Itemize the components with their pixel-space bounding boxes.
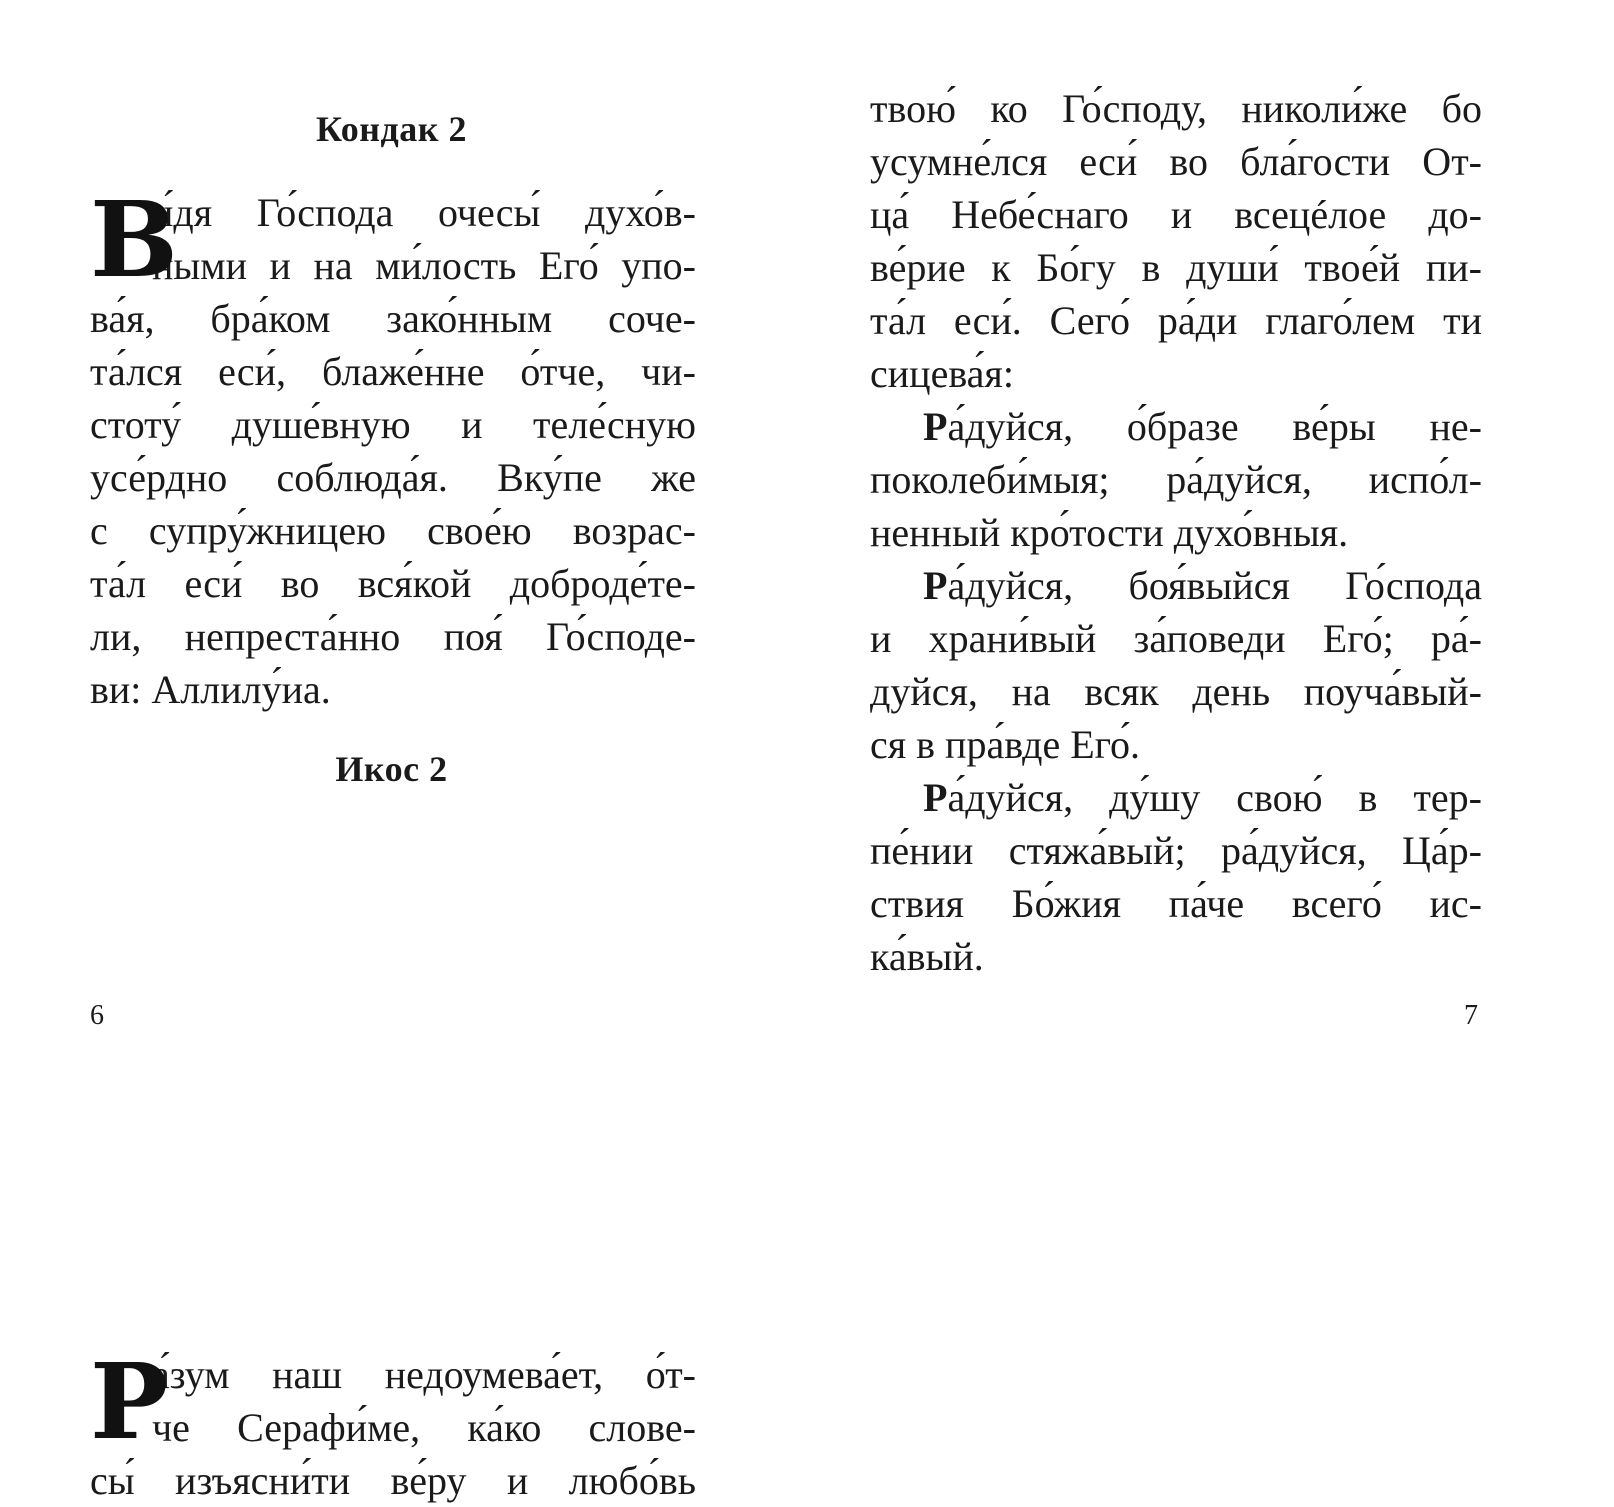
page-number-right: 7 <box>1464 1000 1478 1031</box>
kondak-text <box>90 178 696 716</box>
text-line: сицева́я: <box>870 351 1014 396</box>
text-line <box>870 559 1482 612</box>
ikos-dropcap: Р <box>90 1340 169 1463</box>
text-line: с супру́жницею свое́ю возрас- <box>90 508 696 553</box>
text-line: и́дя Го́спода очесы́ духо́в- <box>152 190 696 235</box>
text-line: ствия Бо́жия па́че всего́ ис- <box>870 881 1482 926</box>
right-page <box>807 0 1614 1110</box>
line-text: а́дуйся, ду́шу свою́ в тер- <box>947 775 1482 820</box>
text-line: твою́ ко Го́споду, николи́же бо <box>870 86 1482 131</box>
left-page <box>0 0 807 1503</box>
text-line <box>870 400 1482 453</box>
text-line: ве́рие к Бо́гу в души́ твое́й пи- <box>870 245 1482 290</box>
kondak-heading: Кондак 2 <box>315 109 467 149</box>
kondak-dropcap: В <box>90 178 178 301</box>
text-line: дуйся, на всяк день поуча́вый- <box>870 669 1482 714</box>
initial-letter: Р <box>923 563 948 608</box>
initial-letter: Р <box>923 775 948 820</box>
text-line: а́зум наш недоумева́ет, о́т- <box>152 1352 696 1397</box>
page-number-left: 6 <box>90 1000 104 1031</box>
text-line: ся в пра́вде Его́. <box>870 722 1141 767</box>
ikos-text <box>90 1340 696 1507</box>
line-text: а́дуйся, боя́выйся Го́спода <box>947 563 1482 608</box>
text-line: та́лся еси́, блаже́нне о́тче, чи- <box>90 349 696 394</box>
ikos-continuation <box>870 82 1482 983</box>
line-text: а́дуйся, о́бразе ве́ры не- <box>947 404 1482 449</box>
text-line: ными и на ми́лость Его́ упо- <box>152 243 696 288</box>
text-line: усе́рдно соблюда́я. Вку́пе же <box>90 455 696 500</box>
text-line: че Серафи́ме, ка́ко слове- <box>152 1405 696 1450</box>
text-line: сы́ изъясни́ти ве́ру и любо́вь <box>90 1458 696 1503</box>
text-line: ка́вый. <box>870 934 984 979</box>
text-line: усумне́лся еси́ во бла́гости От- <box>870 139 1482 184</box>
text-line: та́л еси́ во вся́кой доброде́те- <box>90 561 696 606</box>
text-line: ва́я, бра́ком зако́нным соче- <box>90 296 696 341</box>
initial-letter: Р <box>923 404 948 449</box>
ikos-heading: Икос 2 <box>335 749 448 789</box>
text-line <box>870 771 1482 824</box>
text-line: стоту́ душе́вную и теле́сную <box>90 402 696 447</box>
text-line: ли, непреста́нно поя́ Го́споде- <box>90 614 696 659</box>
text-line: ви: Аллилу́иа. <box>90 667 331 712</box>
text-line: та́л еси́. Сего́ ра́ди глаго́лем ти <box>870 298 1482 343</box>
text-line: ца́ Небе́снаго и всецéлое до- <box>870 192 1482 237</box>
text-line: поколеби́мыя; ра́дуйся, испо́л- <box>870 457 1482 502</box>
text-line: и храни́вый за́поведи Его́; ра́- <box>870 616 1482 661</box>
text-line: ненный кро́тости духо́вныя. <box>870 510 1349 555</box>
text-line: пе́нии стяжа́вый; ра́дуйся, Ца́р- <box>870 828 1482 873</box>
